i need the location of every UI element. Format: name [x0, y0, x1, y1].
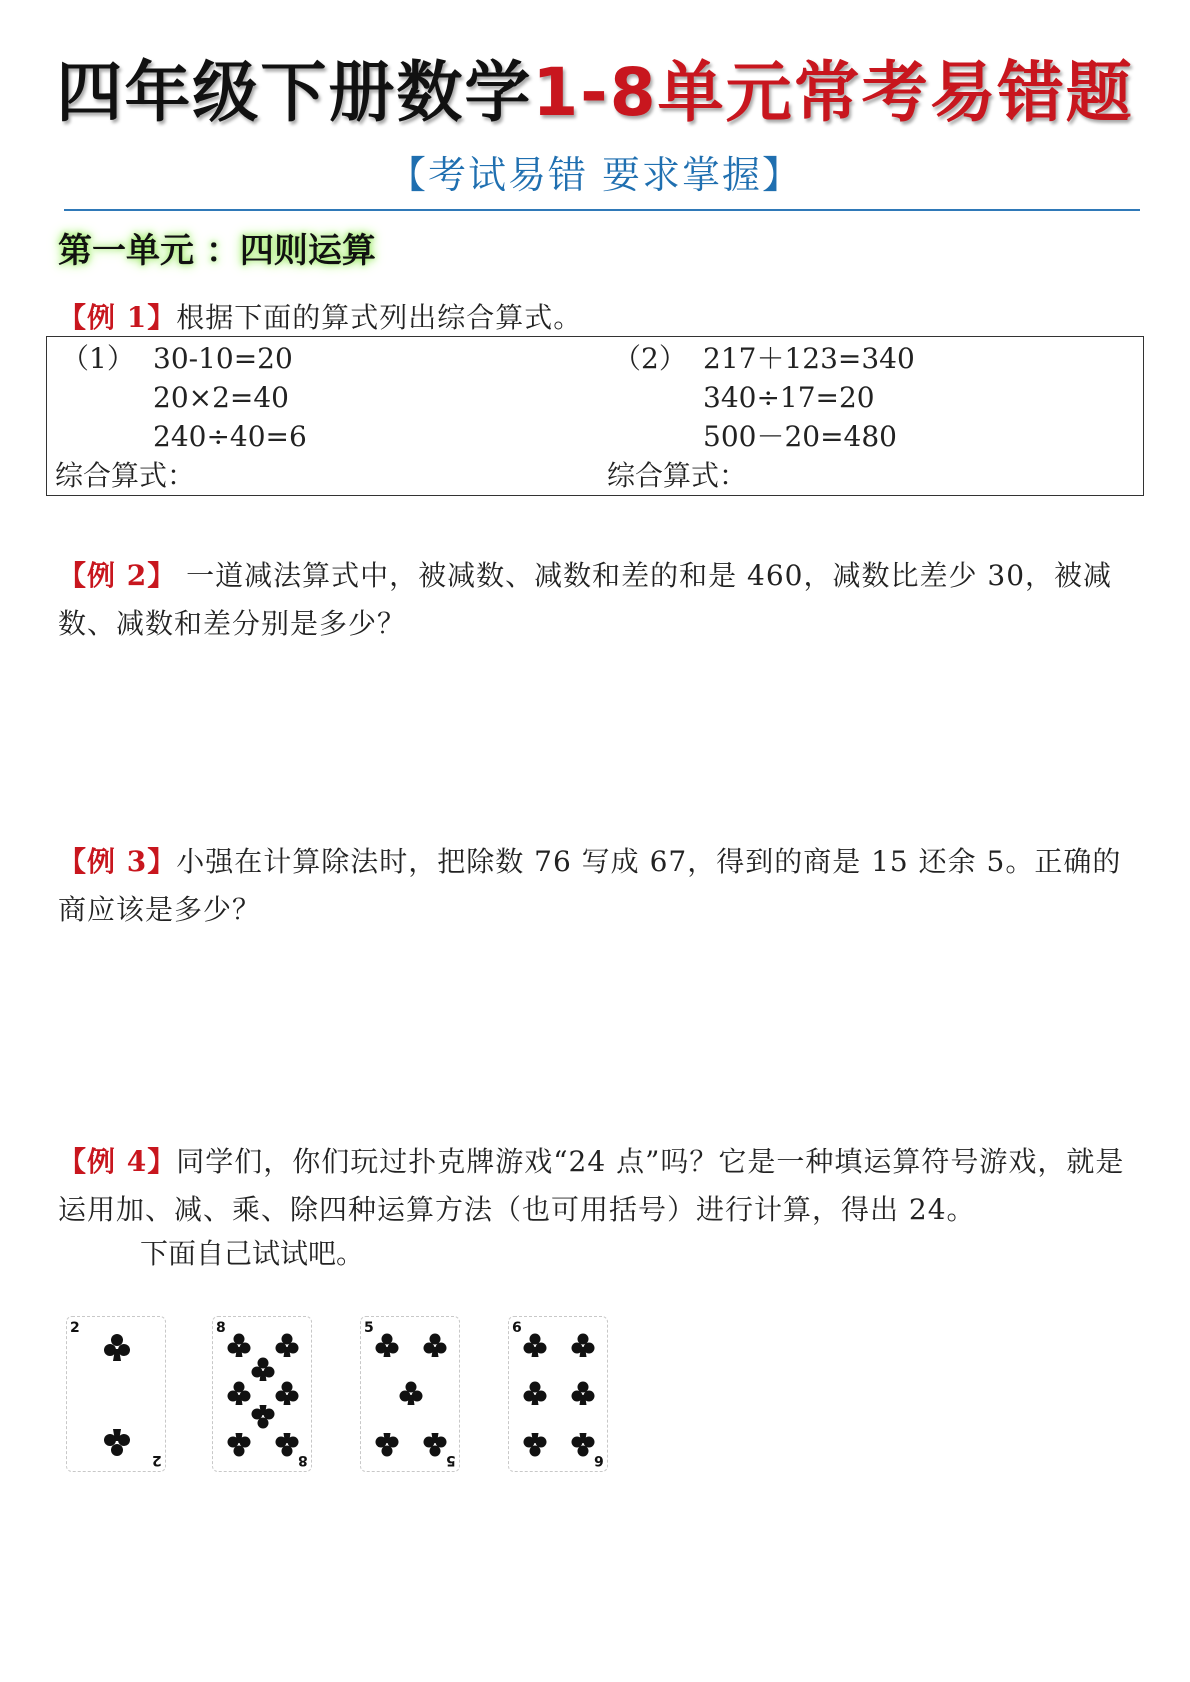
left-equation-3: 240÷40=6	[153, 420, 307, 453]
example-1-equation-table	[46, 336, 1144, 496]
page-title	[0, 48, 1190, 138]
example-4-prompt: 下面自己试试吧。	[140, 1237, 365, 1270]
card-rank-top: 5	[364, 1320, 374, 1336]
example-1-text: 根据下面的算式列出综合算式。	[176, 301, 583, 334]
card-rank-top: 8	[216, 1320, 226, 1336]
right-label: （2）	[613, 342, 687, 375]
right-answer-label: 综合算式：	[607, 459, 748, 492]
card-rank-bottom: 8	[298, 1452, 308, 1468]
example-2-question	[58, 552, 1138, 648]
card-rank-bottom: 6	[594, 1452, 604, 1468]
clubs-icon	[67, 1317, 167, 1473]
left-equation-2: 20×2=40	[153, 381, 289, 414]
example-1-question	[58, 294, 1138, 342]
title-units: 1-8单元常考易错题	[532, 54, 1134, 131]
right-equation-3: 500－20=480	[703, 420, 897, 453]
card-rank-bottom: 2	[152, 1452, 162, 1468]
right-equation-2: 340÷17=20	[703, 381, 875, 414]
clubs-icon	[361, 1317, 461, 1473]
header-divider	[64, 209, 1140, 211]
playing-card-5-clubs	[360, 1316, 460, 1472]
playing-card-2-clubs	[66, 1316, 166, 1472]
playing-card-6-clubs	[508, 1316, 608, 1472]
clubs-icon	[509, 1317, 609, 1473]
page-subtitle: 【考试易错 要求掌握】	[387, 153, 803, 197]
left-label: （1）	[61, 342, 135, 375]
example-2-tag: 【例 2】	[58, 559, 177, 592]
example-1-tag: 【例 1】	[58, 301, 177, 334]
example-3-tag: 【例 3】	[58, 845, 177, 878]
card-rank-bottom: 5	[446, 1452, 456, 1468]
title-grade: 四年级下册数学	[56, 54, 533, 131]
example-4-text: 同学们，你们玩过扑克牌游戏“24 点”吗？它是一种填运算符号游戏，就是运用加、减、乘、除四种运算方法（也可用括号）进行计算，得出 24。	[58, 1145, 1125, 1226]
section-heading: 第一单元 ：四则运算	[58, 231, 376, 271]
right-equation-1: 217＋123=340	[703, 342, 915, 375]
card-rank-top: 2	[70, 1320, 80, 1336]
left-answer-label: 综合算式：	[55, 459, 196, 492]
example-4-question	[58, 1138, 1138, 1234]
playing-card-8-clubs	[212, 1316, 312, 1472]
left-equation-1: 30-10=20	[153, 342, 293, 375]
card-rank-top: 6	[512, 1320, 522, 1336]
example-3-text: 小强在计算除法时，把除数 76 写成 67，得到的商是 15 还余 5。正确的商应该是多少？	[58, 845, 1122, 926]
clubs-icon	[213, 1317, 313, 1473]
example-4-tag: 【例 4】	[58, 1145, 177, 1178]
example-2-text: 一道减法算式中，被减数、减数和差的和是 460，减数比差少 30，被减数、减数和差分别是多少？	[58, 559, 1113, 640]
example-3-question	[58, 838, 1138, 934]
